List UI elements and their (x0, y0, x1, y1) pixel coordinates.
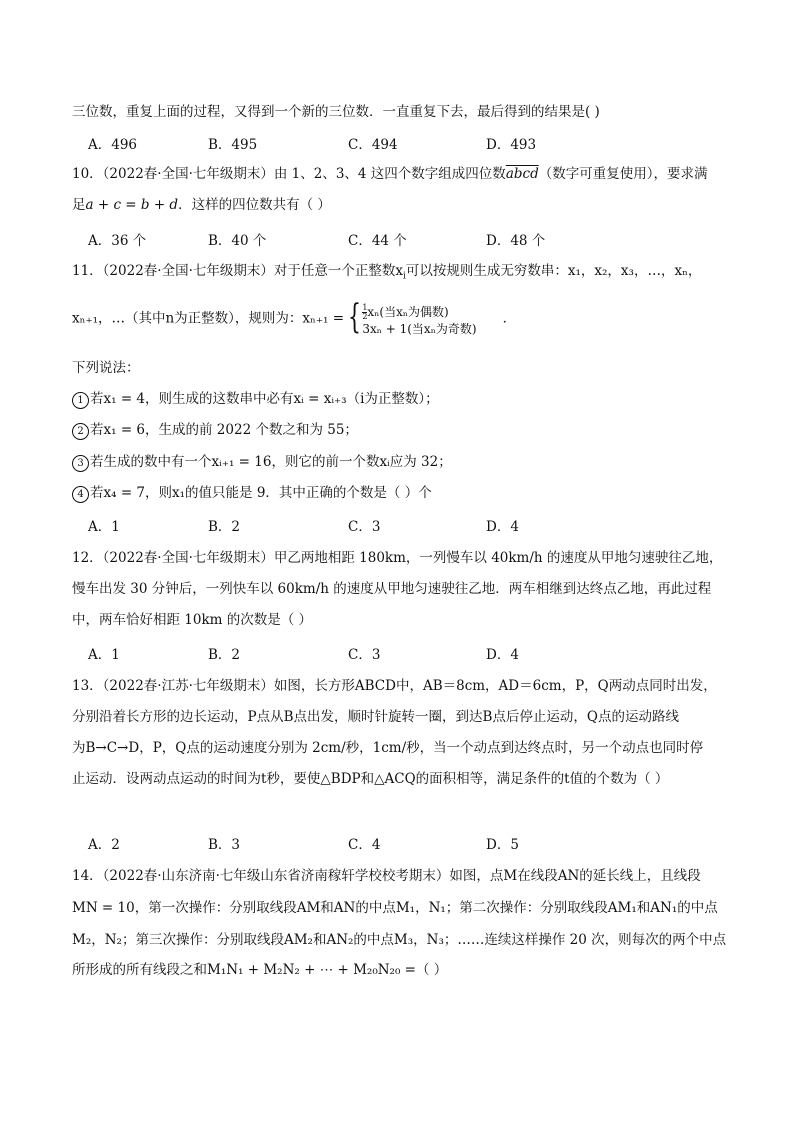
q13-option-b: B．3 (208, 837, 241, 853)
q10-options (0, 229, 794, 249)
q12-option-d: D．4 (486, 647, 519, 663)
q12-option-b: B．2 (208, 647, 241, 663)
q11-statement-1: 1 若x₁ = 4，则生成的这数串中必有xᵢ = xᵢ₊₃（i为正整数）； (72, 389, 439, 409)
q13-line-3: 为B→C→D，P，Q点的运动速度分别为 2cm/秒，1cm/秒，当一个动点到达终点时，另一个动点也同时停 (72, 740, 704, 756)
q12-line-2: 慢车出发 30 分钟后，一列快车以 60km/h 的速度从甲地匀速驶往乙地．两车相继到达终点乙地，再此过程 (72, 581, 712, 597)
q11-option-c: C．3 (348, 519, 381, 535)
q11-case-even: $\frac{1}{2}$ xₙ(当xₙ为偶数) (362, 303, 449, 321)
q11-line-2 (72, 297, 517, 338)
circled-number-1: 1 (72, 392, 89, 409)
q10-option-c: C．44 个 (348, 233, 407, 249)
q10-stem-2: 足 (72, 197, 86, 213)
q13-line-1: 13．（2022春·江苏·七年级期末）如图，长方形ABCD中，AB＝8cm，AD＝6cm，P，Q两动点同时出发， (72, 678, 717, 694)
q10-line-1 (72, 164, 707, 184)
q10-stem: 10．（2022春·全国·七年级期末）由 1、2、3、4 这四个数字组成四位数 (72, 166, 506, 182)
q11-option-d: D．4 (486, 519, 519, 535)
q9-options (0, 133, 794, 153)
q11-options (0, 515, 794, 535)
q11-subscript: i (402, 271, 406, 282)
q9-option-a: A．496 (88, 137, 138, 153)
q9-option-c: C．494 (348, 137, 398, 153)
q12-options (0, 643, 794, 663)
q11-rule-label: xₙ₊₁，…（其中n为正整数），规则为：xₙ₊₁ = (72, 310, 345, 327)
q10-equation: a + c = b + d (85, 197, 179, 213)
q10-option-a: A．36 个 (88, 233, 147, 249)
q12-line-1: 12．（2022春·全国·七年级期末）甲乙两地相距 180km，一列慢车以 40km/h 的速度从甲地匀速驶往乙地， (72, 550, 723, 566)
q11-statement-3: 3 若生成的数中有一个xᵢ₊₁ = 16，则它的前一个数xᵢ应为 32； (72, 452, 452, 472)
circled-number-2: 2 (72, 423, 89, 440)
q11-line-1 (72, 261, 701, 287)
q11-period: ． (502, 310, 517, 327)
q11-stem: 11．（2022春·全国·七年级期末）对于任意一个正整数x (72, 263, 403, 279)
q10-line-2 (72, 195, 331, 215)
q13-option-c: C．4 (348, 837, 381, 853)
q9-option-d: D．493 (486, 137, 537, 153)
q11-sequence: 可以按规则生成无穷数串：x₁，x₂，x₃，…，xₙ， (405, 263, 702, 279)
q13-line-4: 止运动．设两动点运动的时间为t秒，要使△BDP和△ACQ的面积相等，满足条件的t值的个数为（ ） (72, 771, 669, 787)
q13-option-d: D．5 (486, 837, 519, 853)
q11-option-a: A．1 (88, 519, 120, 535)
fraction: $\frac{1}{2}$ (362, 303, 368, 321)
q11-statement-4: 4 若x₄ = 7，则x₁的值只能是 9．其中正确的个数是（ ）个 (72, 483, 432, 503)
q13-options (0, 833, 794, 853)
q11-intro: 下列说法： (72, 360, 140, 376)
q9-option-b: B．495 (208, 137, 258, 153)
q14-line-1: 14．（2022春·山东济南·七年级山东省济南稼轩学校校考期末）如图，点M在线段AN的延长线上，且线段 (72, 868, 701, 884)
q11-statement-2: 2 若x₁ = 6，生成的前 2022 个数之和为 55； (72, 420, 358, 440)
brace-symbol: { (348, 297, 362, 337)
q12-option-a: A．1 (88, 647, 120, 663)
q13-option-a: A．2 (88, 837, 120, 853)
q10-option-d: D．48 个 (486, 233, 546, 249)
q12-option-c: C．3 (348, 647, 381, 663)
q11-case-odd: 3xₙ + 1(当xₙ为奇数) (362, 322, 477, 336)
q13-line-2: 分别沿着长方形的边长运动，P点从B点出发，顺时针旋转一圈，到达B点后停止运动，Q点的运动路线 (72, 709, 679, 725)
q10-overline-number: abcd (505, 166, 539, 182)
q12-line-3: 中，两车恰好相距 10km 的次数是（ ） (72, 612, 313, 628)
circled-number-3: 3 (72, 455, 89, 472)
q14-line-4: 所形成的所有线段之和M₁N₁ + M₂N₂ + ⋯ + M₂₀N₂₀ =（ ） (72, 962, 448, 978)
q10-option-b: B．40 个 (208, 233, 267, 249)
q10-stem-cont: （数字可重复使用），要求满 (538, 166, 708, 182)
circled-number-4: 4 (72, 486, 89, 503)
q14-line-3: M₂，N₂；第三次操作：分别取线段AM₂和AN₂的中点M₃，N₃；……连续这样操作 20 次，则每次的两个中点 (72, 932, 727, 948)
q9-text: 三位数，重复上面的过程，又得到一个新的三位数．一直重复下去，最后得到的结果是( ) (72, 104, 600, 120)
q10-stem-3: ．这样的四位数共有（ ） (178, 197, 331, 213)
q14-line-2: MN = 10，第一次操作：分别取线段AM和AN的中点M₁，N₁；第二次操作：分别取线段AM₁和AN₁的中点 (72, 900, 718, 916)
q11-piecewise (348, 297, 498, 337)
q11-option-b: B．2 (208, 519, 241, 535)
